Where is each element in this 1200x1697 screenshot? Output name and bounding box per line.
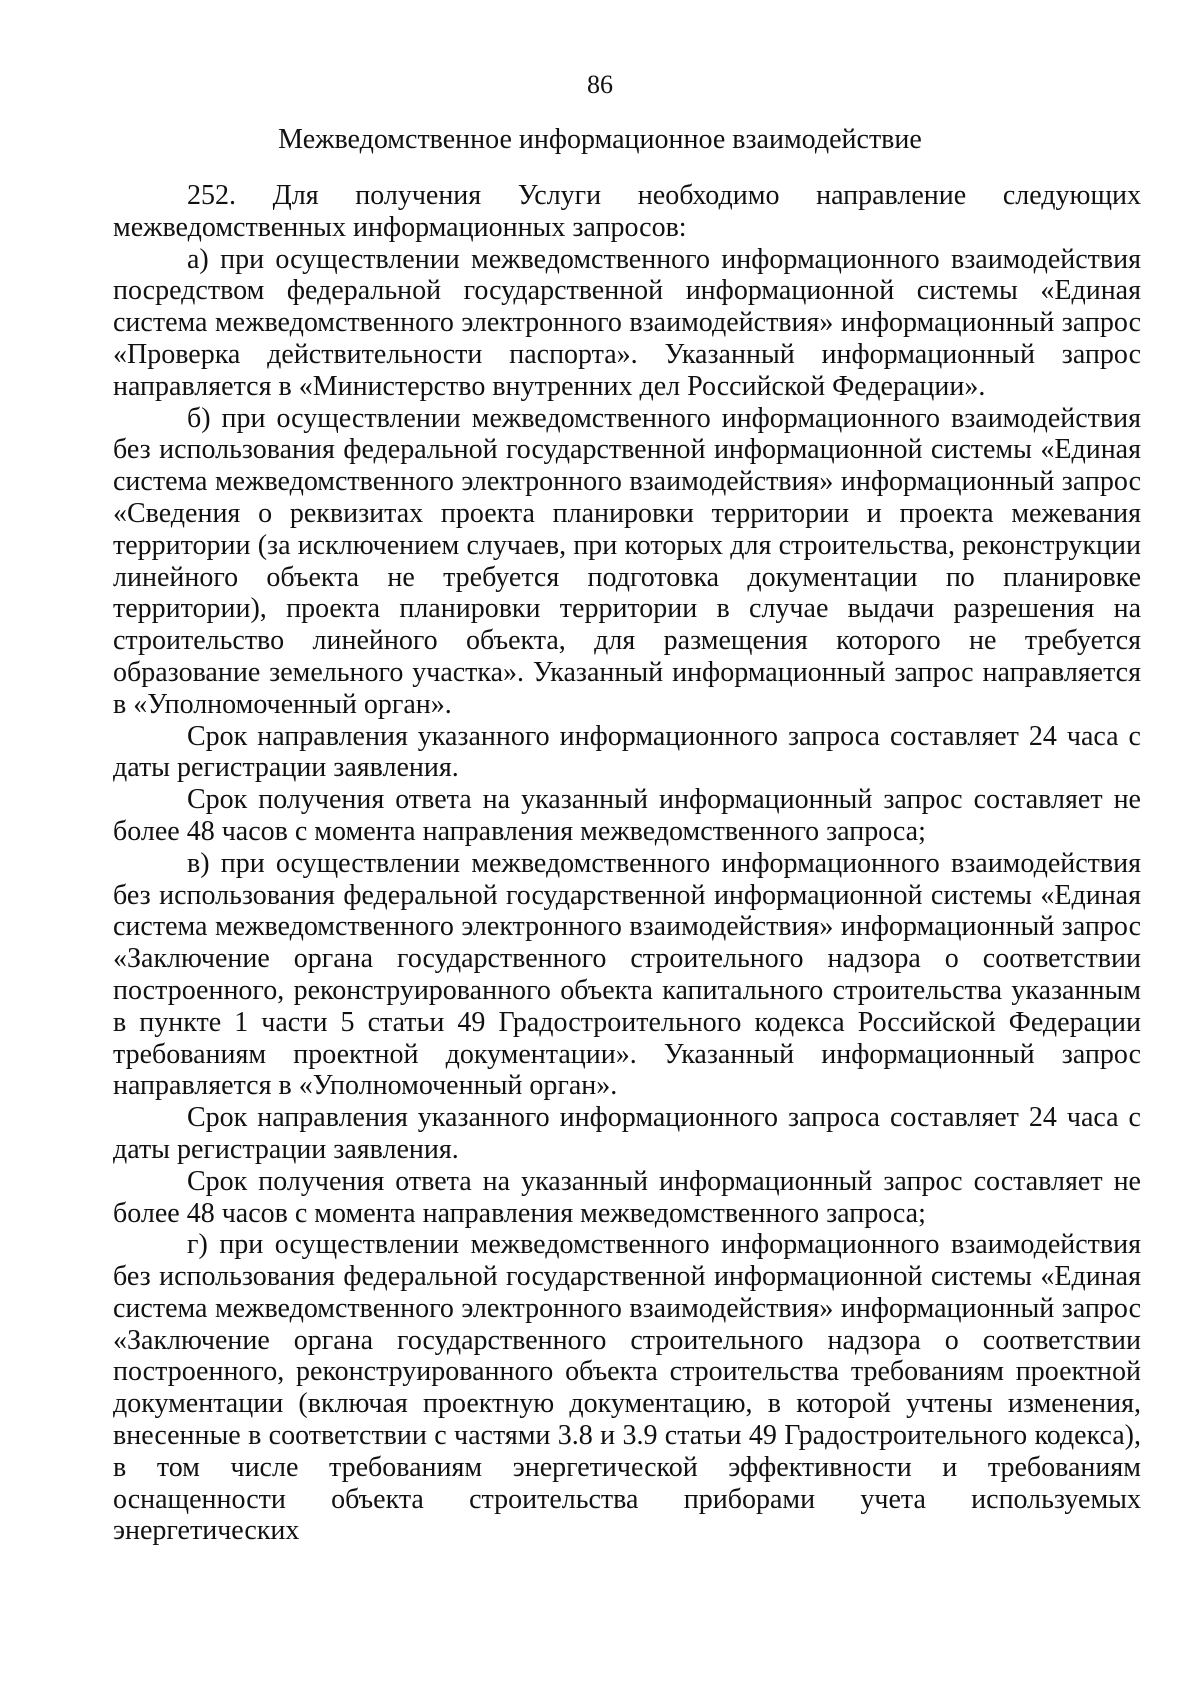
document-body [113,180,1141,1547]
paragraph-252: 252. Для получения Услуги необходимо направление следующих межведомственных информационных запросов: [113,180,1141,243]
paragraph-item-g: г) при осуществлении межведомственного информационного взаимодействия без использования федеральной государственной информационной системы «Единая система межведомственного электронного взаимодействия» информационный запрос «Заключение органа государственного строительного надзора о соответствии построенного, реконструированного объекта строительства требованиям проектной документации (включая проектную документацию, в которой учтены изменения, внесенные в соответствии с частями 3.8 и 3.9 статьи 49 Градостроительного кодекса), в том числе требованиям энергетической эффективности и требованиям оснащенности объекта строительства приборами учета используемых энергетических [113,1229,1141,1547]
paragraph-deadline-response-2: Срок получения ответа на указанный информационный запрос составляет не более 48 часов с момента направления межведомственного запроса; [113,1165,1141,1229]
section-title: Межведомственное информационное взаимодействие [278,124,922,155]
page-number: 86 [587,70,613,99]
paragraph-deadline-send-1: Срок направления указанного информационного запроса составляет 24 часа с даты регистрации заявления. [113,720,1141,784]
paragraph-deadline-send-2: Срок направления указанного информационного запроса составляет 24 часа с даты регистрации заявления. [113,1102,1141,1165]
paragraph-item-a: а) при осуществлении межведомственного информационного взаимодействия посредством федеральной государственной информационной системы «Единая система межведомственного электронного взаимодействия» информационный запрос «Проверка действительности паспорта». Указанный информационный запрос направляется в «Министерство внутренних дел Российской Федерации». [113,243,1141,402]
paragraph-item-v: в) при осуществлении межведомственного информационного взаимодействия без использования федеральной государственной информационной системы «Единая система межведомственного электронного взаимодействия» информационный запрос «Заключение органа государственного строительного надзора о соответствии построенного, реконструированного объекта капитального строительства указанным в пункте 1 части 5 статьи 49 Градостроительного кодекса Российской Федерации требованиям проектной документации». Указанный информационный запрос направляется в «Уполномоченный орган». [113,847,1141,1102]
paragraph-deadline-response-1: Срок получения ответа на указанный информационный запрос составляет не более 48 часов с момента направления межведомственного запроса; [113,784,1141,847]
paragraph-item-b: б) при осуществлении межведомственного информационного взаимодействия без использования федеральной государственной информационной системы «Единая система межведомственного электронного взаимодействия» информационный запрос «Сведения о реквизитах проекта планировки территории и проекта межевания территории (за исключением случаев, при которых для строительства, реконструкции линейного объекта не требуется подготовка документации по планировке территории), проекта планировки территории в случае выдачи разрешения на строительство линейного объекта, для размещения которого не требуется образование земельного участка». Указанный информационный запрос направляется в «Уполномоченный орган». [113,402,1141,720]
